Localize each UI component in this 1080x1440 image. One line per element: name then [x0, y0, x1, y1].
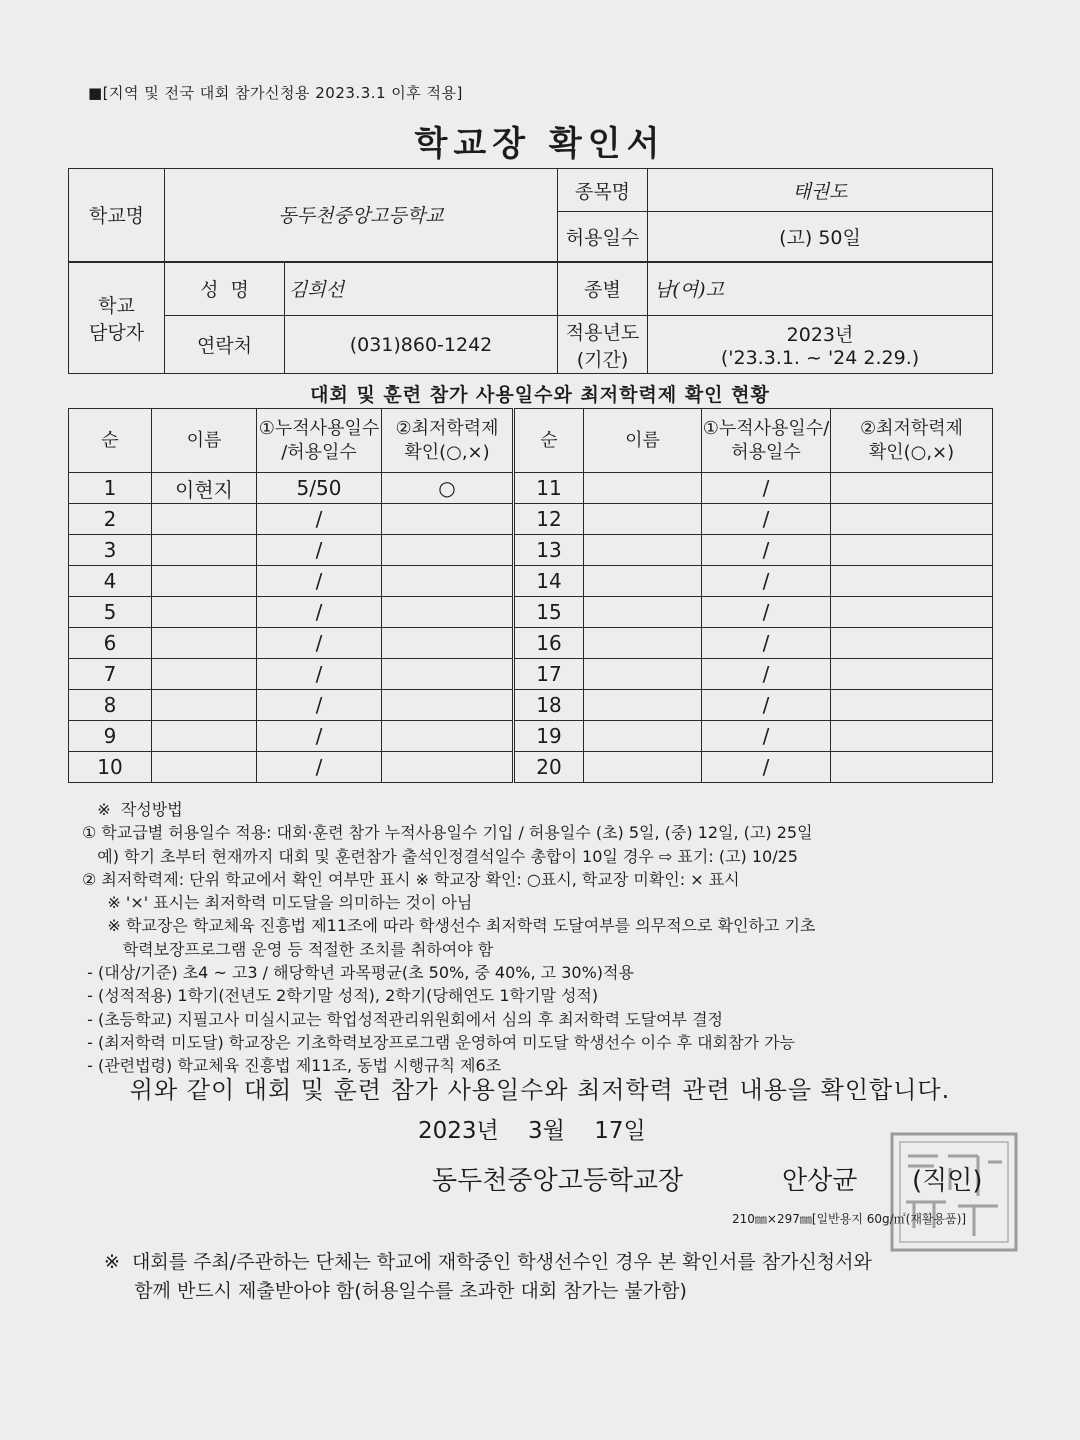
row-days-right: / — [702, 535, 831, 566]
page-title: 학교장 확인서 — [414, 124, 666, 164]
year-label-line1: 적용년도 — [565, 321, 640, 344]
row-days: 5/50 — [257, 473, 382, 504]
row-name-right — [584, 752, 702, 783]
row-name — [152, 752, 257, 783]
row-check-right — [831, 473, 993, 504]
col-name: 이름 — [152, 409, 257, 473]
col-no-right: 순 — [514, 409, 584, 473]
row-check — [382, 504, 514, 535]
row-days-right: / — [702, 597, 831, 628]
info-table — [68, 168, 993, 374]
gender-value: 남(여)고 — [648, 262, 993, 316]
row-check-right — [831, 597, 993, 628]
note-line: - (성적적용) 1학기(전년도 2학기말 성적), 2학기(당해연도 1학기말 성적) — [82, 986, 599, 1006]
row-name-right — [584, 535, 702, 566]
row-name — [152, 504, 257, 535]
row-days-right: / — [702, 504, 831, 535]
allowed-days-value: (고) 50일 — [648, 212, 993, 262]
col-days-line1: ①누적사용일수 — [258, 417, 380, 439]
row-name: 이현지 — [152, 473, 257, 504]
year-label — [558, 316, 648, 374]
row-check-right — [831, 535, 993, 566]
row-name-right — [584, 504, 702, 535]
staff-label-line2: 담당자 — [88, 321, 145, 344]
row-no: 1 — [69, 473, 152, 504]
confirm-statement: 위와 같이 대회 및 훈련 참가 사용일수와 최저학력 관련 내용을 확인합니다. — [129, 1076, 951, 1104]
row-check — [382, 628, 514, 659]
note-line: 학력보장프로그램 운영 등 적절한 조치를 취하여야 함 — [82, 939, 494, 959]
col-min-line2: 확인(○,×) — [404, 441, 490, 463]
row-days: / — [257, 628, 382, 659]
note-line: - (대상/기준) 초4 ~ 고3 / 해당학년 과목평균(초 50%, 중 40%, 고 30%)적용 — [82, 963, 634, 983]
col-min — [382, 409, 514, 473]
row-no-right: 14 — [514, 566, 584, 597]
row-days: / — [257, 752, 382, 783]
row-no-right: 18 — [514, 690, 584, 721]
col-days-right — [702, 409, 831, 473]
note-line: - (최저학력 미도달) 학교장은 기초학력보장프로그램 운영하여 미도달 학생선수 이수 후 대회참가 가능 — [82, 1032, 795, 1052]
sport-value: 태권도 — [648, 169, 993, 212]
name-label: 성 명 — [165, 262, 285, 316]
row-days-right: / — [702, 628, 831, 659]
row-check — [382, 752, 514, 783]
row-name — [152, 566, 257, 597]
col-no: 순 — [69, 409, 152, 473]
col-min-right — [831, 409, 993, 473]
row-no: 5 — [69, 597, 152, 628]
paper-spec: 210㎜×297㎜[일반용지 60g/㎡(재활용품)] — [732, 1212, 967, 1226]
row-no-right: 19 — [514, 721, 584, 752]
row-no-right: 17 — [514, 659, 584, 690]
school-label: 학교명 — [69, 169, 165, 262]
row-name-right — [584, 566, 702, 597]
row-days: / — [257, 535, 382, 566]
row-check-right — [831, 504, 993, 535]
note-line: 예) 학기 초부터 현재까지 대회 및 훈련참가 출석인정결석일수 총합이 10일 경우 ⇨ 표기: (고) 10/25 — [82, 846, 798, 866]
row-name — [152, 535, 257, 566]
row-days: / — [257, 504, 382, 535]
section-title: 대회 및 훈련 참가 사용일수와 최저학력제 확인 현황 — [310, 384, 770, 406]
row-days-right: / — [702, 566, 831, 597]
row-no-right: 16 — [514, 628, 584, 659]
row-name — [152, 659, 257, 690]
row-check — [382, 566, 514, 597]
grid-row — [69, 566, 993, 597]
row-name-right — [584, 473, 702, 504]
year-value-line2: ('23.3.1. ~ '24 2.29.) — [720, 347, 920, 369]
row-no-right: 11 — [514, 473, 584, 504]
row-check: ○ — [382, 473, 514, 504]
note-line: - (관련법령) 학교체육 진흥법 제11조, 동법 시행규칙 제6조 — [82, 1056, 502, 1076]
usage-grid — [68, 408, 993, 783]
row-check-right — [831, 628, 993, 659]
school-value: 동두천중앙고등학교 — [165, 169, 558, 262]
row-no: 3 — [69, 535, 152, 566]
row-check — [382, 721, 514, 752]
note-line: ※ 학교장은 학교체육 진흥법 제11조에 따라 학생선수 최저학력 도달여부를 의무적으로 확인하고 기초 — [82, 916, 816, 936]
col-days — [257, 409, 382, 473]
row-no: 10 — [69, 752, 152, 783]
col-days-right-line2: 허용일수 — [731, 441, 801, 463]
grid-row — [69, 628, 993, 659]
col-min-right-line1: ②최저학력제 — [859, 417, 964, 439]
row-name — [152, 628, 257, 659]
col-days-right-line1: ①누적사용일수/ — [702, 417, 830, 439]
year-value-line1: 2023년 — [786, 324, 854, 346]
row-days-right: / — [702, 659, 831, 690]
row-no: 6 — [69, 628, 152, 659]
row-name-right — [584, 690, 702, 721]
row-days-right: / — [702, 752, 831, 783]
year-value — [648, 316, 993, 374]
row-name-right — [584, 628, 702, 659]
header-note: ■[지역 및 전국 대회 참가신청용 2023.3.1 이후 적용] — [88, 84, 463, 102]
contact-label: 연락처 — [165, 316, 285, 374]
row-name-right — [584, 597, 702, 628]
note-line: ※ '×' 표시는 최저학력 미도달을 의미하는 것이 아님 — [82, 893, 473, 913]
footer-line1: ※ 대회를 주최/주관하는 단체는 학교에 재학중인 학생선수인 경우 본 확인서를 참가신청서와 — [104, 1251, 872, 1273]
principal-name: 안상균 — [782, 1166, 858, 1196]
row-no: 9 — [69, 721, 152, 752]
row-check — [382, 659, 514, 690]
seal-label: (직인) — [912, 1166, 983, 1196]
row-days: / — [257, 566, 382, 597]
footer-line2: 함께 반드시 제출받아야 함(허용일수를 초과한 대회 참가는 불가함) — [104, 1280, 687, 1302]
row-no-right: 13 — [514, 535, 584, 566]
row-name-right — [584, 721, 702, 752]
row-no-right: 20 — [514, 752, 584, 783]
row-check — [382, 597, 514, 628]
grid-row — [69, 504, 993, 535]
row-days: / — [257, 690, 382, 721]
grid-row — [69, 721, 993, 752]
note-line: - (초등학교) 지필고사 미실시교는 학업성적관리위원회에서 심의 후 최저학력 도달여부 결정 — [82, 1009, 723, 1029]
sport-label: 종목명 — [558, 169, 648, 212]
row-check-right — [831, 752, 993, 783]
signer-school: 동두천중앙고등학교장 — [432, 1166, 684, 1196]
gender-label: 종별 — [558, 262, 648, 316]
notes-section — [82, 798, 1002, 1078]
staff-label — [69, 262, 165, 374]
grid-row — [69, 752, 993, 783]
note-line: ① 학교급별 허용일수 적용: 대회·훈련 참가 누적사용일수 기입 / 허용일수 (초) 5일, (중) 12일, (고) 25일 — [82, 823, 813, 843]
issue-date: 2023년 3월 17일 — [418, 1118, 646, 1144]
col-name-right: 이름 — [584, 409, 702, 473]
row-check-right — [831, 659, 993, 690]
name-value: 김희선 — [285, 262, 558, 316]
note-line: ② 최저학력제: 단위 학교에서 확인 여부만 표시 ※ 학교장 확인: ○표시, 학교장 미확인: × 표시 — [82, 869, 740, 889]
contact-value: (031)860-1242 — [285, 316, 558, 374]
grid-row — [69, 473, 993, 504]
staff-label-line1: 학교 — [98, 294, 135, 317]
row-no: 7 — [69, 659, 152, 690]
row-days-right: / — [702, 721, 831, 752]
row-check-right — [831, 721, 993, 752]
allowed-days-label: 허용일수 — [558, 212, 648, 262]
row-name-right — [584, 659, 702, 690]
row-check-right — [831, 566, 993, 597]
grid-row — [69, 690, 993, 721]
grid-header-row — [69, 409, 993, 473]
row-days: / — [257, 659, 382, 690]
row-no: 4 — [69, 566, 152, 597]
row-no: 2 — [69, 504, 152, 535]
col-min-right-line2: 확인(○,×) — [868, 441, 955, 463]
row-days: / — [257, 597, 382, 628]
row-name — [152, 721, 257, 752]
row-no-right: 12 — [514, 504, 584, 535]
row-days-right: / — [702, 690, 831, 721]
row-no-right: 15 — [514, 597, 584, 628]
note-line: ※ 작성방법 — [82, 800, 183, 819]
row-check-right — [831, 690, 993, 721]
footer-note — [104, 1248, 872, 1306]
col-min-line1: ②최저학력제 — [395, 417, 499, 439]
row-check — [382, 535, 514, 566]
row-days-right: / — [702, 473, 831, 504]
grid-row — [69, 597, 993, 628]
col-days-line2: /허용일수 — [281, 441, 357, 463]
row-name — [152, 690, 257, 721]
grid-row — [69, 659, 993, 690]
grid-row — [69, 535, 993, 566]
row-check — [382, 690, 514, 721]
row-name — [152, 597, 257, 628]
row-no: 8 — [69, 690, 152, 721]
year-label-line2: (기간) — [576, 348, 629, 371]
row-days: / — [257, 721, 382, 752]
